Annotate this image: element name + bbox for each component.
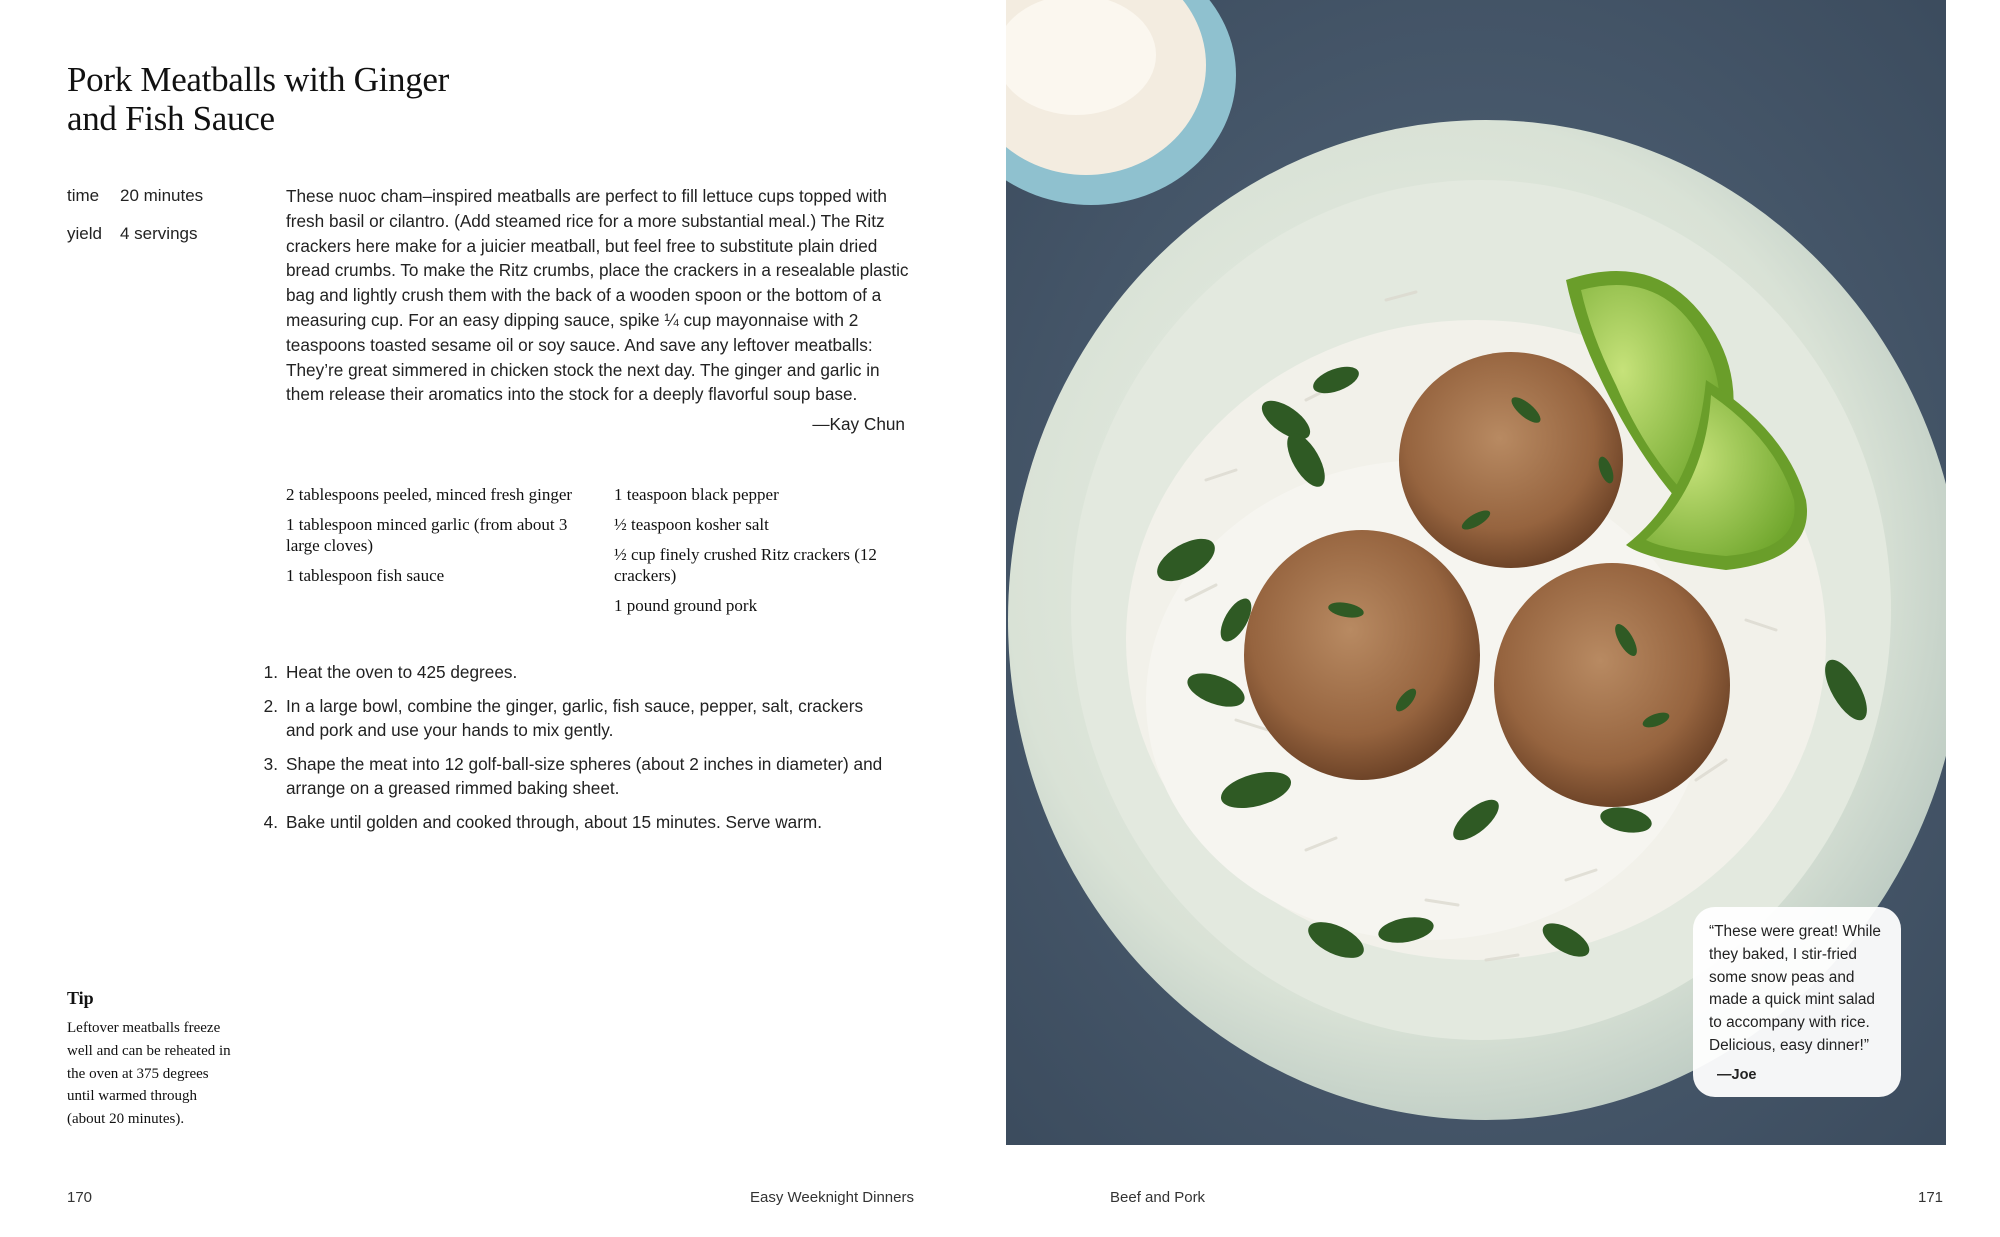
- time-value: 20 minutes: [120, 186, 204, 205]
- tip-heading: Tip: [67, 988, 94, 1008]
- step-item: [256, 810, 896, 835]
- meatball: [1244, 530, 1480, 780]
- step-number: 1.: [263, 662, 278, 682]
- recipe-title: [67, 60, 587, 138]
- yield-label: yield: [67, 224, 102, 243]
- meatball: [1494, 563, 1730, 807]
- left-page-number: 170: [67, 1189, 93, 1206]
- recipe-byline: —Kay Chun: [812, 414, 905, 434]
- quote-author: —Joe: [1717, 1066, 1757, 1083]
- left-running-title: Easy Weeknight Dinners: [750, 1189, 914, 1206]
- ingredient-item: 2 tablespoons peeled, minced fresh ginger: [286, 485, 573, 504]
- recipe-steps: [256, 660, 896, 843]
- reader-quote-card: [1693, 907, 1901, 1097]
- ingredient-item: ½ cup finely crushed Ritz crackers (12 crackers): [614, 545, 877, 585]
- yield-value: 4 servings: [120, 224, 198, 243]
- ingredient-item: ½ teaspoon kosher salt: [614, 515, 769, 534]
- recipe-title-line1: Pork Meatballs with Ginger: [67, 60, 450, 99]
- ingredient-item: 1 tablespoon fish sauce: [286, 566, 445, 585]
- recipe-title-line2: and Fish Sauce: [67, 99, 275, 138]
- ingredient-item: 1 pound ground pork: [614, 596, 758, 615]
- meatball: [1399, 352, 1623, 568]
- quote-text: “These were great! While they baked, I stir-fried some snow peas and made a quick mint salad to accompany with rice. Delicious, easy dinner!”: [1709, 923, 1881, 1054]
- ingredient-item: 1 teaspoon black pepper: [614, 485, 779, 504]
- step-text: Heat the oven to 425 degrees.: [286, 662, 518, 682]
- step-item: [256, 752, 896, 801]
- recipe-time: [67, 186, 203, 206]
- step-text: Shape the meat into 12 golf-ball-size spheres (about 2 inches in diameter) and arrange on a greased rimmed baking sheet.: [286, 753, 883, 798]
- recipe-intro: These nuoc cham–inspired meatballs are perfect to fill lettuce cups topped with fresh basil or cilantro. (Add steamed rice for a more substantial meal.) The Ritz crackers here make for a juicier meatball, but feel free to substitute plain dried bread crumbs. To make the Ritz crumbs, place the crackers in a resealable plastic bag and lightly crush them with the back of a wooden spoon or the bottom of a measuring cup. For an easy dipping sauce, spike ¼ cup mayonnaise with 2 teaspoons toasted sesame oil or soy sauce. And save any leftover meatballs: They’re great simmered in chicken stock the next day. The ginger and garlic in them release their aromatics into the stock for a deeply flavorful soup base.: [286, 186, 909, 405]
- step-item: [256, 694, 896, 743]
- step-item: [256, 660, 896, 685]
- right-page-number: 171: [1918, 1189, 1944, 1206]
- ingredients-left-column: [286, 484, 586, 595]
- ingredient-item: 1 tablespoon minced garlic (from about 3 large cloves): [286, 515, 568, 555]
- step-number: 4.: [263, 811, 278, 832]
- step-text: Bake until golden and cooked through, about 15 minutes. Serve warm.: [286, 811, 823, 832]
- step-number: 3.: [263, 753, 278, 774]
- time-label: time: [67, 186, 100, 205]
- right-running-title: Beef and Pork: [1110, 1189, 1206, 1206]
- step-number: 2.: [263, 695, 278, 716]
- ingredients-right-column: [614, 484, 914, 625]
- step-text: In a large bowl, combine the ginger, garlic, fish sauce, pepper, salt, crackers and pork and use your hands to mix gently.: [286, 695, 864, 740]
- recipe-yield: [67, 224, 197, 244]
- tip-body: Leftover meatballs freeze well and can be reheated in the oven at 375 degrees until warmed through (about 20 minutes).: [67, 1020, 231, 1128]
